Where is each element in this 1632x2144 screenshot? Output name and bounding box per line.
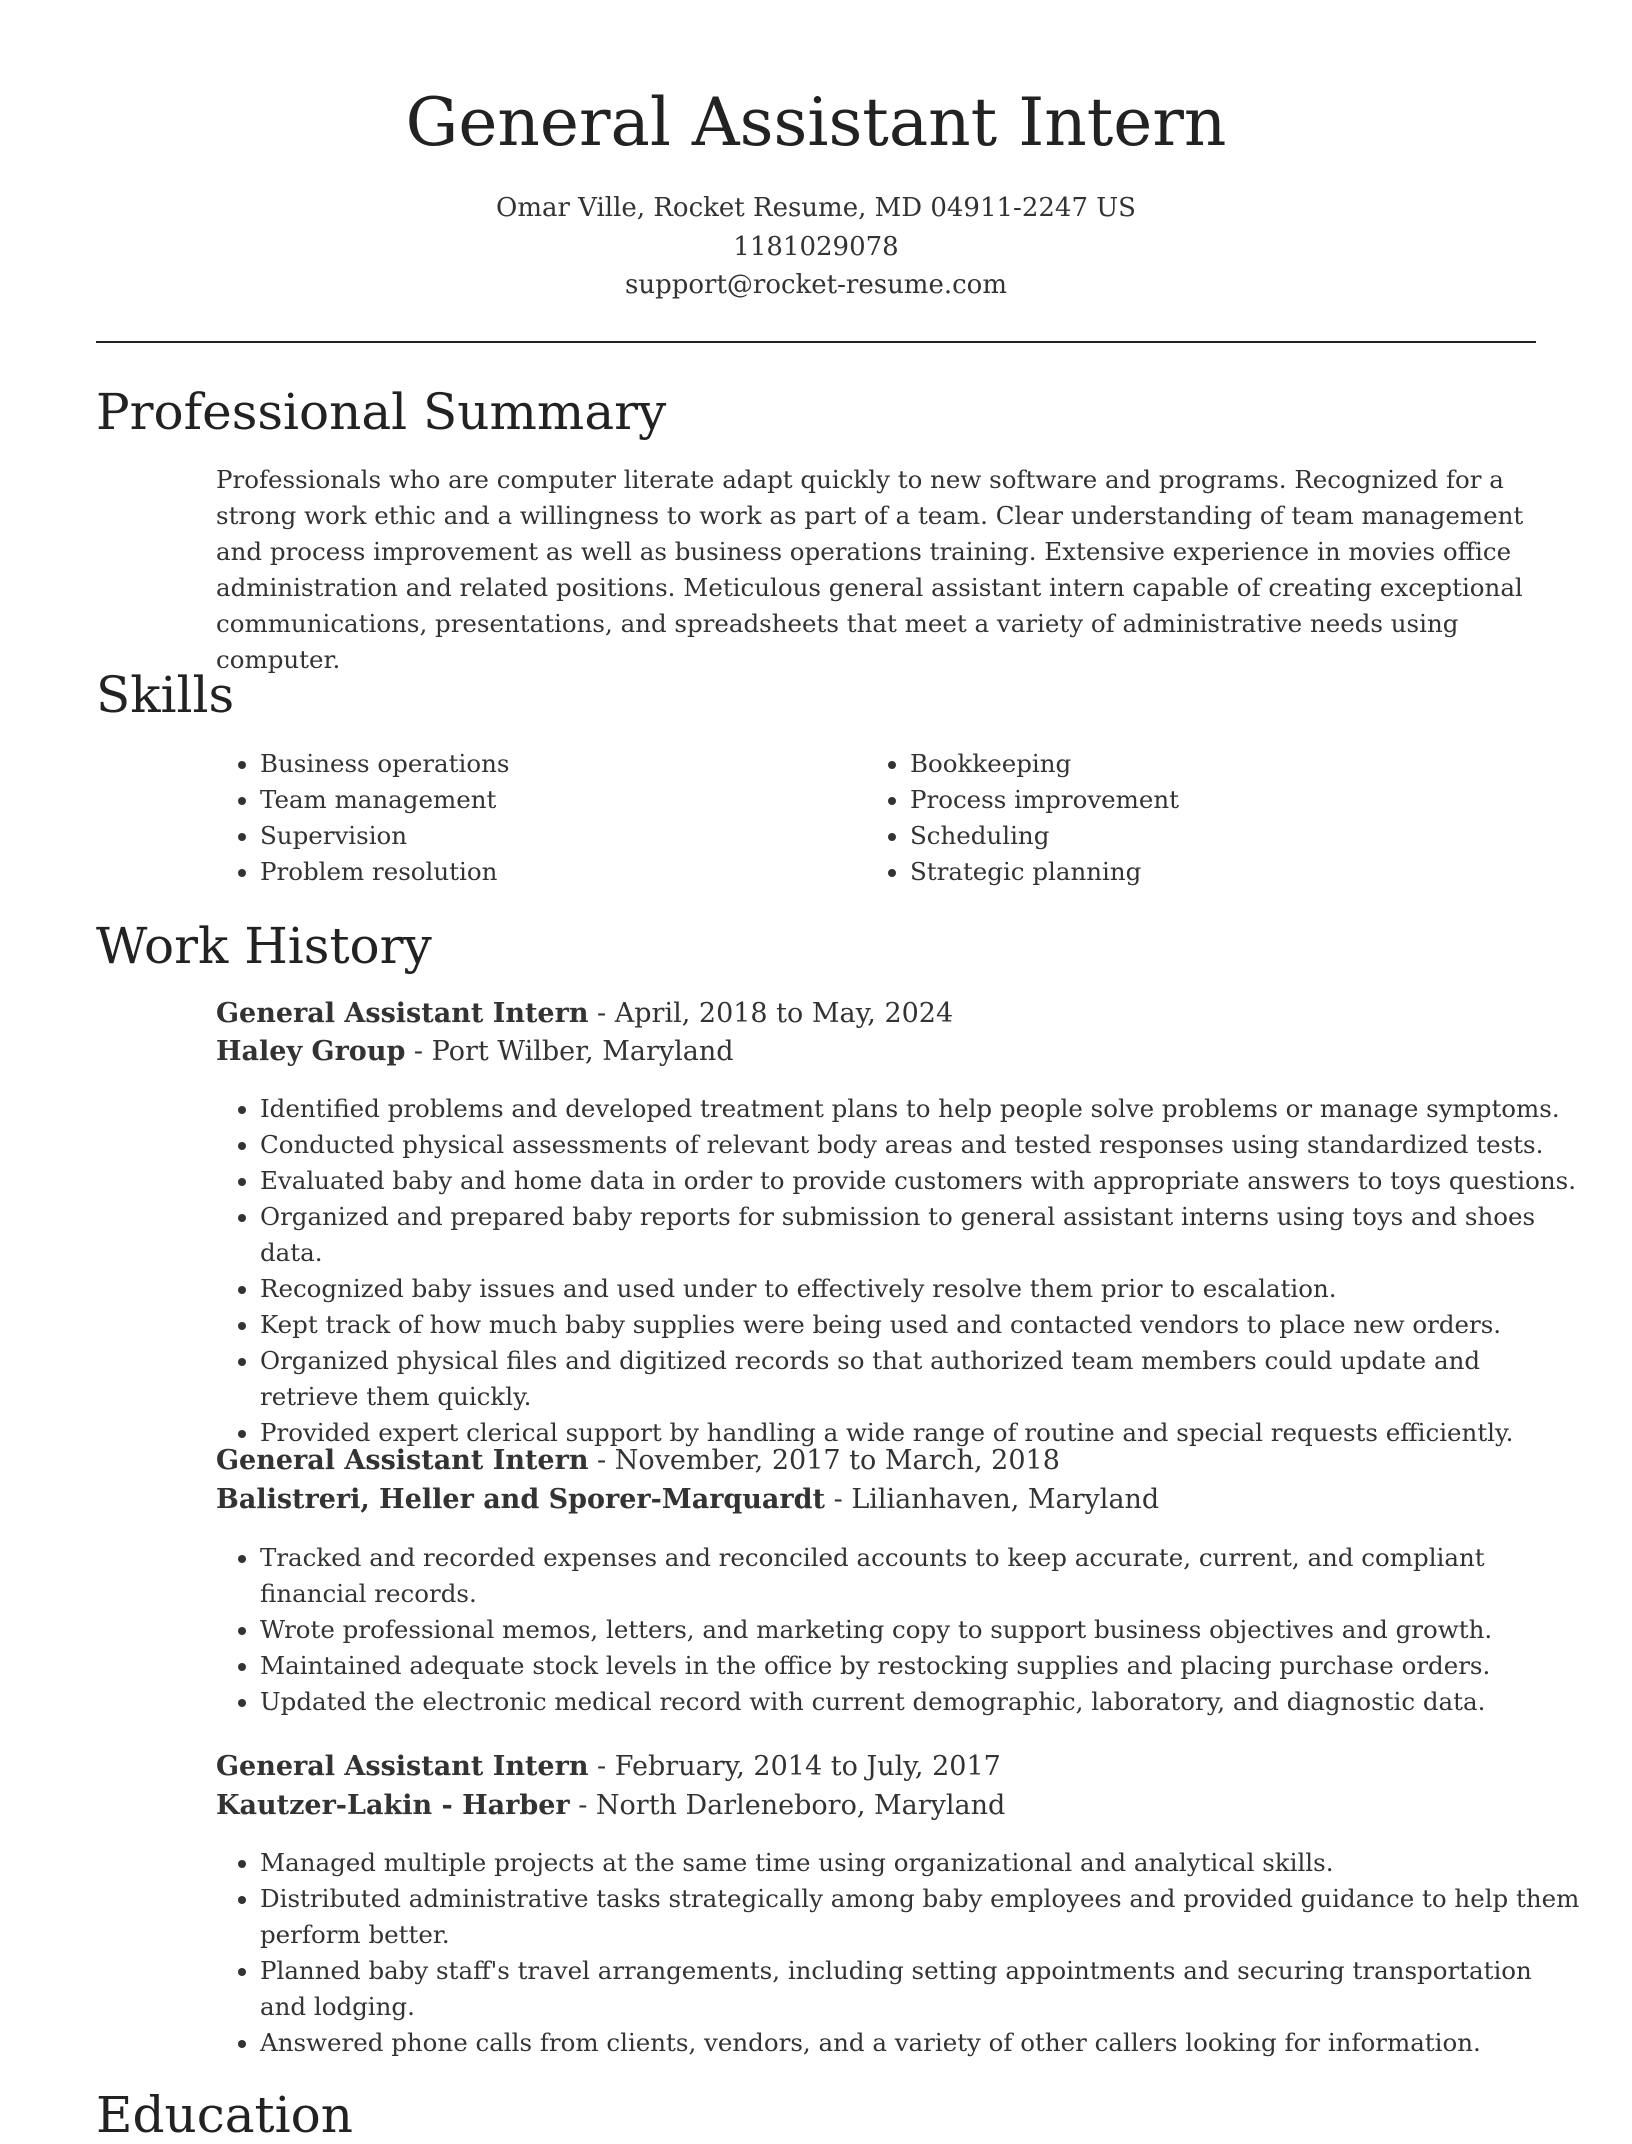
- contact-phone: 1181029078: [733, 232, 899, 262]
- job-company-line: Balistreri, Heller and Sporer-Marquardt - Lilianhaven, Maryland: [216, 1484, 1160, 1515]
- section-title-summary: Professional Summary: [96, 383, 667, 441]
- job-company: Balistreri, Heller and Sporer-Marquardt: [216, 1484, 826, 1515]
- job-location: North Darleneboro, Maryland: [595, 1790, 1006, 1821]
- job-dates: April, 2018 to May, 2024: [614, 998, 954, 1029]
- job-bullets: [216, 1091, 1580, 1451]
- job-bullet: • Managed multiple projects at the same time using organizational and analytical skills.: [260, 1845, 1580, 1881]
- job-location: Port Wilber, Maryland: [431, 1036, 734, 1067]
- job-company: Kautzer-Lakin - Harber: [216, 1790, 570, 1821]
- skill-item: • Business operations: [260, 746, 860, 782]
- job-bullets: [216, 1845, 1580, 2061]
- job-bullet: • Maintained adequate stock levels in the office by restocking supplies and placing purchase orders.: [260, 1648, 1580, 1684]
- job-title-line: General Assistant Intern - November, 2017 to March, 2018: [216, 1445, 1060, 1476]
- job-location: Lilianhaven, Maryland: [851, 1484, 1160, 1515]
- section-title-skills: Skills: [96, 666, 235, 724]
- header-divider: [96, 341, 1536, 343]
- job-bullet: • Recognized baby issues and used under to effectively resolve them prior to escalation.: [260, 1271, 1580, 1307]
- job-title-line: General Assistant Intern - April, 2018 to May, 2024: [216, 998, 954, 1029]
- skill-item: • Bookkeeping: [910, 746, 1510, 782]
- contact-email: support@rocket-resume.com: [624, 270, 1007, 300]
- job-bullet: • Kept track of how much baby supplies were being used and contacted vendors to place new orders.: [260, 1307, 1580, 1343]
- job-role: General Assistant Intern: [216, 1445, 589, 1476]
- contact-address: Omar Ville, Rocket Resume, MD 04911-2247 US: [496, 193, 1136, 223]
- job-title-line: General Assistant Intern - February, 2014 to July, 2017: [216, 1751, 1001, 1782]
- job-bullet: • Updated the electronic medical record with current demographic, laboratory, and diagnostic data.: [260, 1684, 1580, 1720]
- job-bullet: • Tracked and recorded expenses and reconciled accounts to keep accurate, current, and compliant financial records.: [260, 1540, 1580, 1612]
- skills-list-right: [866, 746, 1510, 890]
- skill-item: • Scheduling: [910, 818, 1510, 854]
- job-dates: November, 2017 to March, 2018: [614, 1445, 1060, 1476]
- job-bullet: • Conducted physical assessments of relevant body areas and tested responses using standardized tests.: [260, 1127, 1580, 1163]
- job-role: General Assistant Intern: [216, 998, 589, 1029]
- job-bullet: • Planned baby staff's travel arrangements, including setting appointments and securing transportation and lodging.: [260, 1953, 1580, 2025]
- summary-text: Professionals who are computer literate adapt quickly to new software and programs. Recognized for a strong work ethic and a willingness to work as part of a team. Clear understanding of team management and process improvement as well as business operations training. Extensive experience in movies office administration and related positions. Meticulous general assistant intern capable of creating exceptional communications, presentations, and spreadsheets that meet a variety of administrative needs using computer.: [216, 465, 1524, 674]
- skill-item: • Strategic planning: [910, 854, 1510, 890]
- job-bullet: • Organized physical files and digitized records so that authorized team members could update and retrieve them quickly.: [260, 1343, 1580, 1415]
- job-dates: February, 2014 to July, 2017: [614, 1751, 1001, 1782]
- skill-item: • Problem resolution: [260, 854, 860, 890]
- job-bullet: • Provided expert clerical support by handling a wide range of routine and special requests efficiently.: [260, 1415, 1580, 1451]
- skills-list-left: [216, 746, 860, 890]
- job-bullet: • Answered phone calls from clients, vendors, and a variety of other callers looking for information.: [260, 2025, 1580, 2061]
- job-company-line: Haley Group - Port Wilber, Maryland: [216, 1036, 734, 1067]
- skill-item: • Supervision: [260, 818, 860, 854]
- skill-item: • Team management: [260, 782, 860, 818]
- section-title-work-history: Work History: [96, 917, 432, 975]
- job-bullet: • Wrote professional memos, letters, and marketing copy to support business objectives and growth.: [260, 1612, 1580, 1648]
- job-role: General Assistant Intern: [216, 1751, 589, 1782]
- job-company-line: Kautzer-Lakin - Harber - North Darleneboro, Maryland: [216, 1790, 1006, 1821]
- skill-item: • Process improvement: [910, 782, 1510, 818]
- job-company: Haley Group: [216, 1036, 406, 1067]
- job-bullet: • Identified problems and developed treatment plans to help people solve problems or manage symptoms.: [260, 1091, 1580, 1127]
- candidate-name: General Assistant Intern: [405, 84, 1227, 161]
- job-bullets: [216, 1540, 1580, 1720]
- section-title-education: Education: [96, 2086, 353, 2144]
- job-bullet: • Distributed administrative tasks strategically among baby employees and provided guidance to help them perform better.: [260, 1881, 1580, 1953]
- job-bullet: • Organized and prepared baby reports for submission to general assistant interns using toys and shoes data.: [260, 1199, 1580, 1271]
- job-bullet: • Evaluated baby and home data in order to provide customers with appropriate answers to toys questions.: [260, 1163, 1580, 1199]
